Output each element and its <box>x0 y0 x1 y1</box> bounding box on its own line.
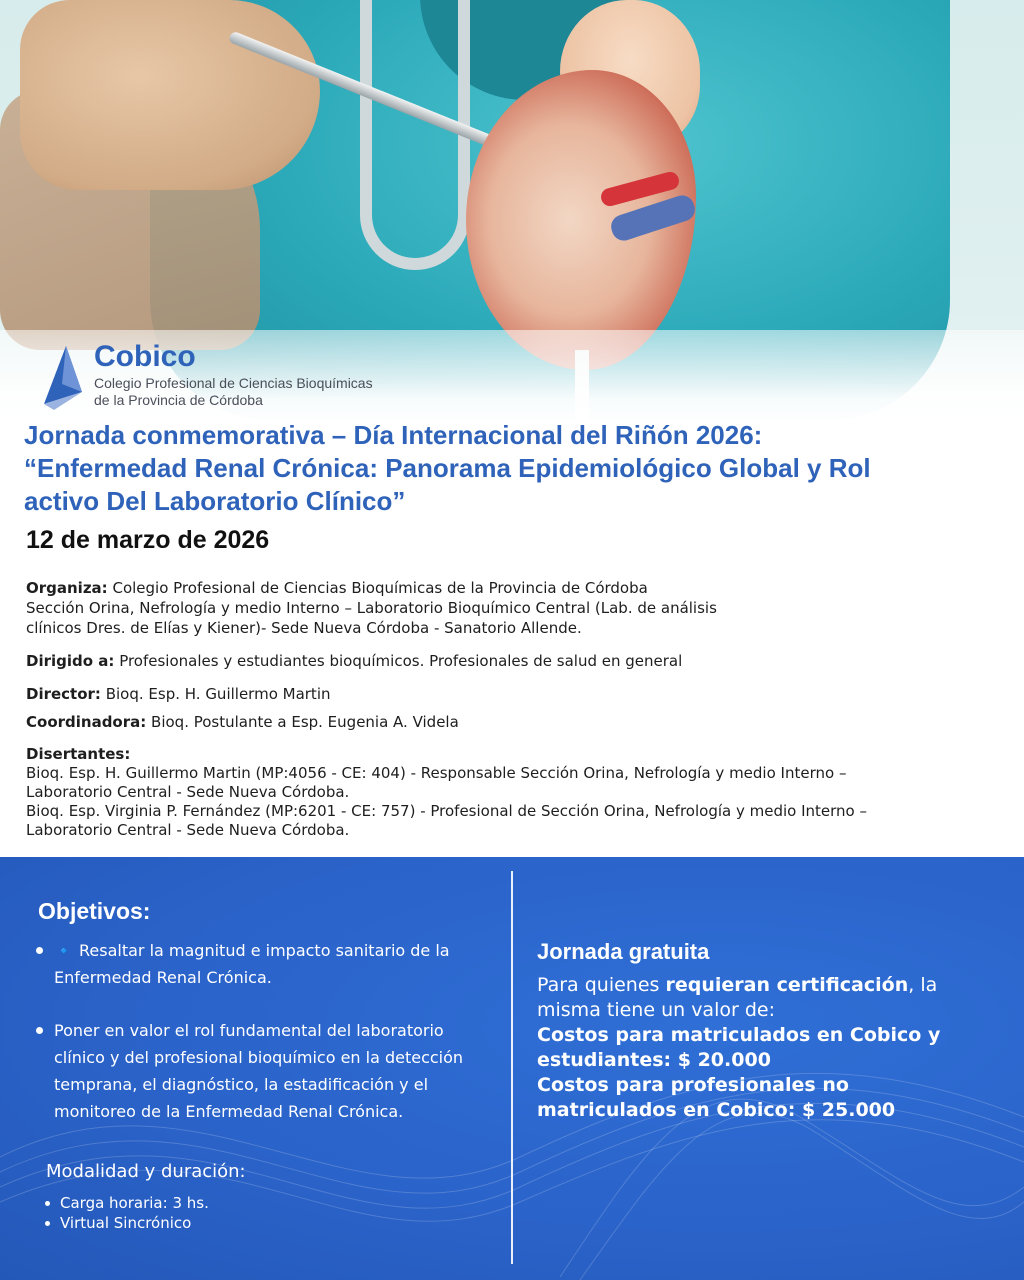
organiza-label: Organiza: <box>26 579 108 597</box>
objetivo-item-2: Poner en valor el rol fundamental del laboratorio clínico y del profesional bioquímico en la detección temprana, el diagnóstico, la estadificación y el monitoreo de la Enfermedad Renal Crónica. <box>54 1017 484 1125</box>
modalidad-heading: Modalidad y duración: <box>46 1161 246 1182</box>
logo-mark-icon <box>36 342 86 412</box>
disertantes-line-4: Laboratorio Central - Sede Nueva Córdoba. <box>26 821 350 839</box>
cost-matriculados: Costos para matriculados en Cobico y estudiantes: $ 20.000 <box>537 1024 941 1071</box>
title-line-2: “Enfermedad Renal Crónica: Panorama Epidemiológico Global y Rol <box>24 453 871 483</box>
cobico-logo <box>36 342 373 412</box>
disertantes-line-1: Bioq. Esp. H. Guillermo Martin (MP:4056 - CE: 404) - Responsable Sección Orina, Nefrología y medio Interno – <box>26 764 847 782</box>
coordinadora-value: Bioq. Postulante a Esp. Eugenia A. Videla <box>151 713 459 731</box>
jornada-gratuita-heading: Jornada gratuita <box>537 939 710 964</box>
certificacion-info <box>537 973 987 1123</box>
logo-subtitle-1: Colegio Profesional de Ciencias Bioquímicas <box>94 375 373 391</box>
title-line-3: activo Del Laboratorio Clínico” <box>24 486 406 516</box>
disertantes-line-3: Bioq. Esp. Virginia P. Fernández (MP:6201 - CE: 757) - Profesional de Sección Orina, Nefrología y medio Interno – <box>26 802 867 820</box>
director-block <box>26 684 956 704</box>
dirigido-block <box>26 651 956 671</box>
hand <box>20 0 320 190</box>
disertantes-line-2: Laboratorio Central - Sede Nueva Córdoba. <box>26 783 350 801</box>
cert-intro-a: Para quienes <box>537 974 666 996</box>
dirigido-value: Profesionales y estudiantes bioquímicos. Profesionales de salud en general <box>119 652 683 670</box>
modalidad-item-1: Carga horaria: 3 hs. <box>60 1194 209 1212</box>
disertantes-label: Disertantes: <box>26 745 131 763</box>
modalidad-item-2: Virtual Sincrónico <box>60 1213 209 1233</box>
coordinadora-block <box>26 712 956 732</box>
cert-intro-c: , la misma tiene un valor de: <box>537 974 938 1021</box>
cert-intro-b: requieran certificación <box>665 974 909 996</box>
organiza-line-1: Colegio Profesional de Ciencias Bioquímicas de la Provincia de Córdoba <box>112 579 648 597</box>
organiza-line-3: clínicos Dres. de Elías y Kiener)- Sede Nueva Córdoba - Sanatorio Allende. <box>26 619 582 637</box>
disertantes-block <box>26 745 956 840</box>
blue-info-panel <box>0 857 1024 1280</box>
organiza-line-2: Sección Orina, Nefrología y medio Interno – Laboratorio Bioquímico Central (Lab. de análisis <box>26 599 717 617</box>
director-value: Bioq. Esp. H. Guillermo Martin <box>105 685 331 703</box>
stethoscope <box>360 0 470 270</box>
cost-no-matriculados: Costos para profesionales no matriculados en Cobico: $ 25.000 <box>537 1074 896 1121</box>
logo-name: Cobico <box>94 340 196 373</box>
title-line-1: Jornada conmemorativa – Día Internacional del Riñón 2026: <box>24 420 763 450</box>
modalidad-list <box>60 1193 209 1233</box>
event-title <box>24 419 1004 518</box>
panel-divider <box>511 871 513 1264</box>
organiza-block <box>26 578 956 638</box>
logo-subtitle-2: de la Provincia de Córdoba <box>94 392 263 408</box>
objetivos-heading: Objetivos: <box>38 898 151 924</box>
dirigido-label: Dirigido a: <box>26 652 115 670</box>
director-label: Director: <box>26 685 101 703</box>
coordinadora-label: Coordinadora: <box>26 713 147 731</box>
event-date: 12 de marzo de 2026 <box>26 526 270 554</box>
objetivos-list <box>54 937 484 1151</box>
objetivo-item-1: 🔹 Resaltar la magnitud e impacto sanitario de la Enfermedad Renal Crónica. <box>54 937 484 991</box>
